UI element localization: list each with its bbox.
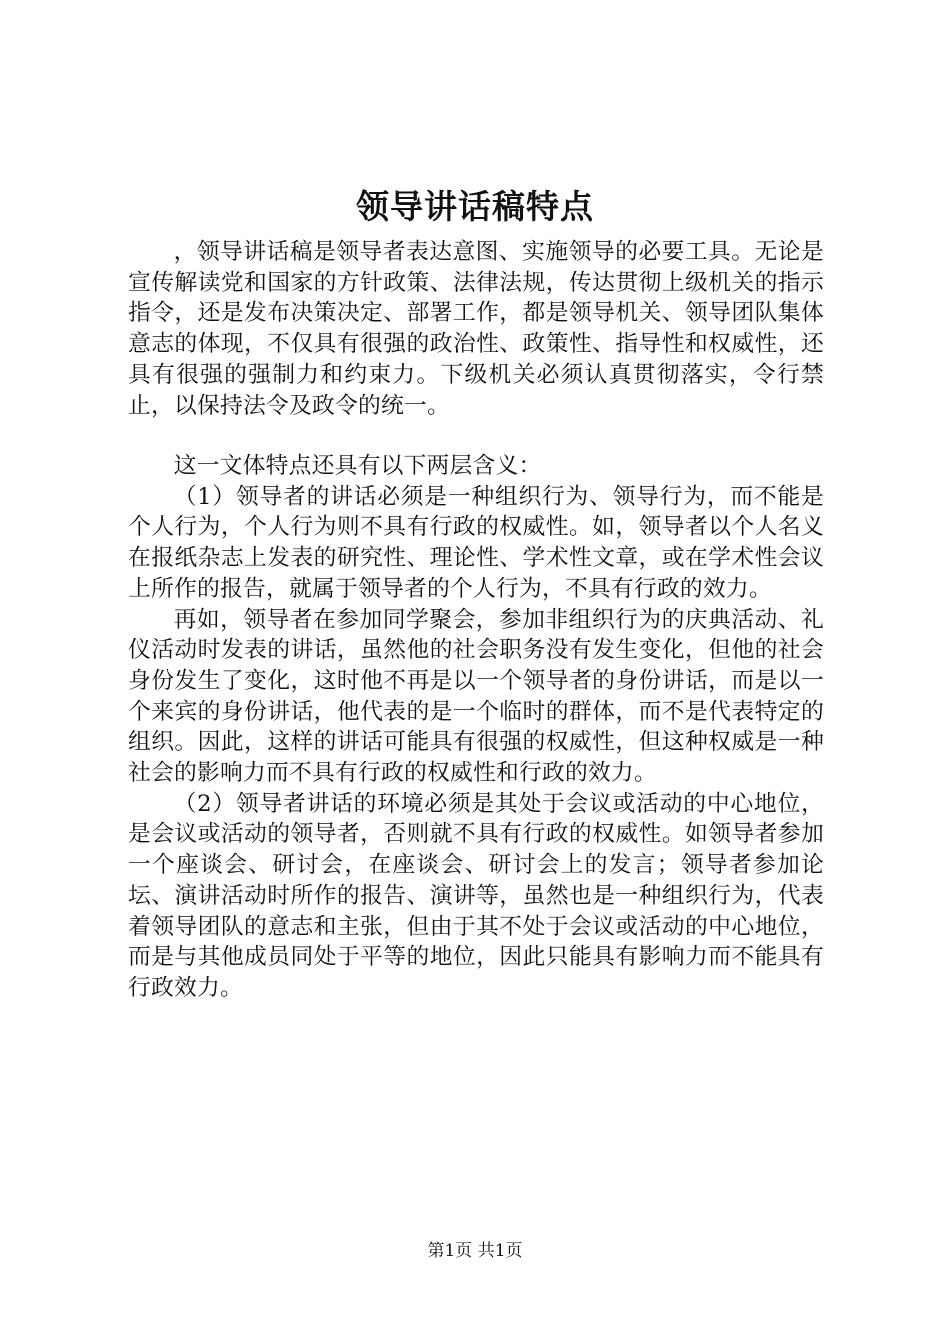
intro-section	[128, 237, 824, 421]
page-footer: 第1页 共1页	[427, 1241, 523, 1261]
document-title: 领导讲话稿特点	[356, 187, 594, 226]
body-paragraph-5: （2）领导者讲话的环境必须是其处于会议或活动的中心地位，是会议或活动的领导者，否则就不具有行政的权威性。如领导者参加一个座谈会、研讨会，在座谈会、研讨会上的发言；领导者参加论坛、演讲活动时所作的报告、演讲等，虽然也是一种组织行为，代表着领导团队的意志和主张，但由于其不处于会议或活动的中心地位，而是与其他成员同处于平等的地位，因此只能具有影响力而不能具有行政效力。	[128, 790, 824, 1001]
body-paragraph-1: ，领导讲话稿是领导者表达意图、实施领导的必要工具。无论是宣传解读党和国家的方针政策、法律法规，传达贯彻上级机关的指示指令，还是发布决策决定、部署工作，都是领导机关、领导团队集体意志的体现，不仅具有很强的政治性、政策性、指导性和权威性，还具有很强的强制力和约束力。下级机关必须认真贯彻落实，令行禁止，以保持法令及政令的统一。	[128, 239, 824, 419]
body-paragraph-2: 这一文体特点还具有以下两层含义：	[173, 453, 542, 479]
details-section	[128, 451, 824, 1004]
body-paragraph-4: 再如，领导者在参加同学聚会，参加非组织行为的庆典活动、礼仪活动时发表的讲话，虽然他的社会职务没有发生变化，但他的社会身份发生了变化，这时他不再是以一个领导者的身份讲话，而是以一个来宾的身份讲话，他代表的是一个临时的群体，而不是代表特定的组织。因此，这样的讲话可能具有很强的权威性，但这种权威是一种社会的影响力而不具有行政的权威性和行政的效力。	[128, 606, 824, 787]
body-paragraph-3: （1）领导者的讲话必须是一种组织行为、领导行为，而不能是个人行为，个人行为则不具有行政的权威性。如，领导者以个人名义在报纸杂志上发表的研究性、理论性、学术性文章，或在学术性会议上所作的报告，就属于领导者的个人行为，不具有行政的效力。	[128, 483, 824, 602]
